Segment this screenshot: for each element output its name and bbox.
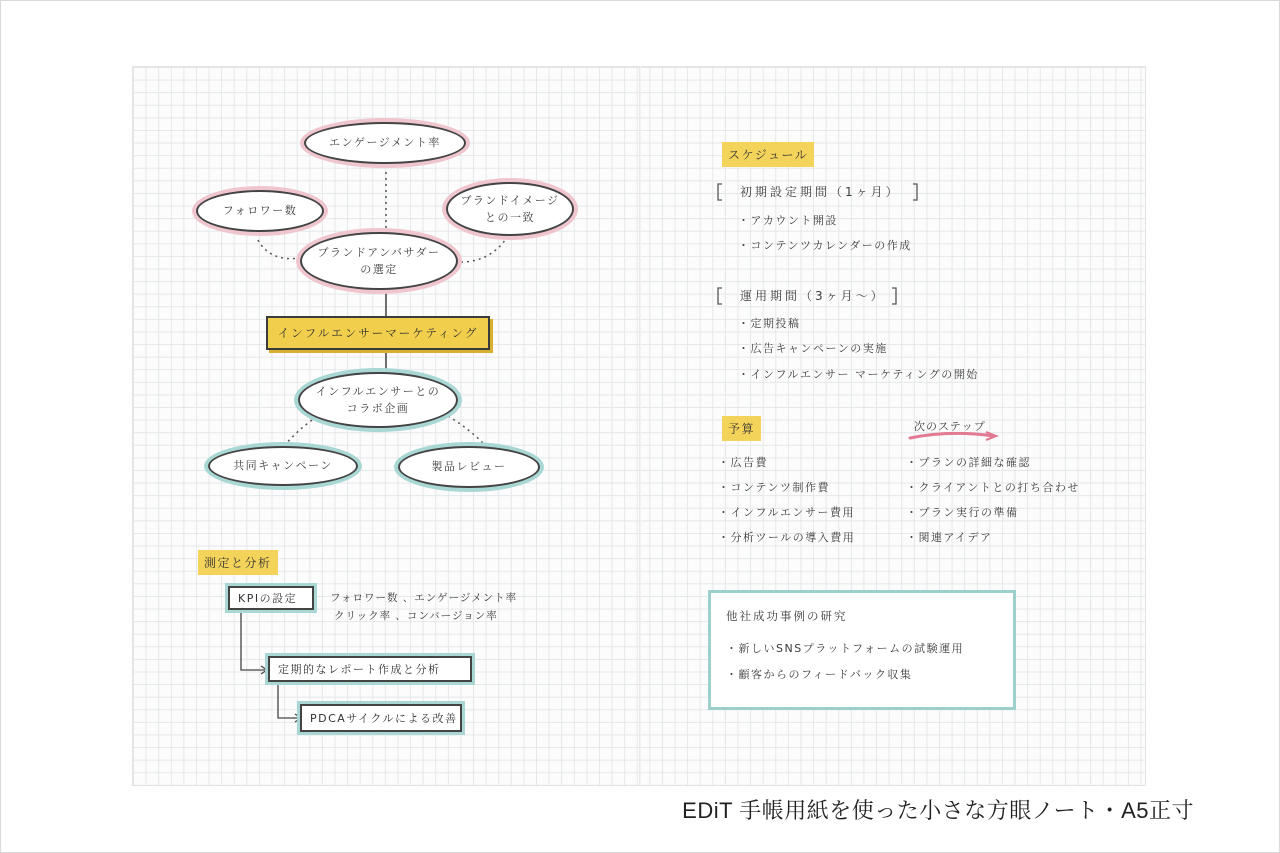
- schedule-phase2-item-2: 広告キャンペーンの実施: [750, 342, 888, 355]
- schedule-phase2-item-3: インフルエンサー マーケティングの開始: [750, 368, 979, 381]
- research-item-2: 顧客からのフィードバック収集: [738, 668, 913, 681]
- next-steps-item-2: クライアントとの打ち合わせ: [918, 481, 1080, 494]
- schedule-phase1-item: ・コンテンツカレンダーの作成: [738, 239, 912, 252]
- budget-heading: [722, 416, 761, 441]
- node-joint-campaign: [208, 446, 358, 486]
- node-brand-ambassador-label-1: ブランドアンバサダー: [317, 245, 441, 259]
- schedule-phase2-item: ・定期投稿: [738, 317, 801, 330]
- schedule-phase1-item-2: コンテンツカレンダーの作成: [750, 239, 912, 252]
- banner-label: インフルエンサーマーケティング: [277, 326, 479, 340]
- measurement-heading: [198, 550, 278, 575]
- schedule-phase2-item-1: 定期投稿: [750, 317, 801, 330]
- node-brand-ambassador-label-2: の選定: [360, 263, 398, 276]
- report-label: 定期的なレポート作成と分析: [278, 663, 441, 676]
- budget-item-4: 分析ツールの導入費用: [730, 531, 856, 544]
- research-heading: 他社成功事例の研究: [726, 609, 848, 623]
- node-brand-image-label-1: ブランドイメージ: [460, 193, 560, 207]
- node-collab-label-1: インフルエンサーとの: [315, 384, 441, 398]
- budget-item-2: コンテンツ制作費: [730, 481, 830, 494]
- dotted-connector-right: [455, 236, 508, 262]
- dotted-connector-left: [258, 240, 300, 259]
- next-steps-item: ・関連アイデア: [906, 531, 993, 544]
- node-brand-image-label-2: との一致: [485, 211, 535, 224]
- arrow-kpi-report: [241, 610, 266, 670]
- node-follower-count-label: フォロワー数: [222, 204, 298, 218]
- schedule-phase1-item: ・アカウント開設: [738, 214, 838, 227]
- schedule-heading-label: スケジュール: [728, 148, 809, 162]
- budget-item: ・コンテンツ制作費: [718, 481, 830, 494]
- schedule-phase2-item: ・広告キャンペーンの実施: [738, 342, 888, 355]
- node-influencer-collab: [298, 372, 458, 428]
- research-item: ・新しいSNSプラットフォームの試験運用: [726, 642, 965, 655]
- next-steps-item: ・クライアントとの打ち合わせ: [906, 481, 1080, 494]
- pdca-box: [300, 704, 462, 732]
- schedule-phase2-title: 運用期間（3ヶ月〜）: [740, 289, 886, 303]
- pdca-label: PDCAサイクルによる改善: [310, 712, 458, 725]
- next-steps-item-4: 関連アイデア: [918, 531, 993, 544]
- next-steps-underline: [910, 433, 994, 438]
- kpi-label: KPIの設定: [238, 592, 298, 605]
- next-steps-item-1: プランの詳細な確認: [918, 456, 1031, 469]
- node-engagement-rate: [304, 122, 466, 164]
- photo-caption: EDiT 手帳用紙を使った小さな方眼ノート・A5正寸: [682, 798, 1194, 823]
- node-joint-campaign-label: 共同キャンペーン: [233, 459, 333, 473]
- next-steps-item: ・プラン実行の準備: [906, 506, 1019, 519]
- node-product-review: [398, 446, 540, 488]
- budget-heading-label: 予算: [728, 422, 756, 436]
- next-steps-item-3: プラン実行の準備: [918, 506, 1019, 519]
- schedule-phase2-item: ・インフルエンサー マーケティングの開始: [738, 368, 979, 381]
- next-steps-heading: 次のステップ: [914, 420, 986, 433]
- node-product-review-label: 製品レビュー: [431, 460, 507, 474]
- node-engagement-rate-label: エンゲージメント率: [329, 136, 441, 150]
- budget-item: ・広告費: [718, 456, 768, 469]
- next-steps-item: ・プランの詳細な確認: [906, 456, 1031, 469]
- dotted-connector-review: [448, 416, 484, 444]
- kpi-box: [228, 586, 314, 610]
- budget-item: ・インフルエンサー費用: [718, 506, 856, 519]
- node-brand-image: [446, 182, 574, 236]
- budget-item-3: インフルエンサー費用: [730, 506, 856, 519]
- schedule-phase1-item-1: アカウント開設: [750, 214, 838, 227]
- measurement-heading-label: 測定と分析: [204, 556, 272, 570]
- budget-item: ・分析ツールの導入費用: [718, 531, 856, 544]
- schedule-heading: [722, 142, 814, 167]
- kpi-note-2: クリック率 、コンバージョン率: [334, 610, 498, 622]
- node-collab-label-2: コラボ企画: [346, 402, 410, 415]
- budget-item-1: 広告費: [730, 456, 768, 469]
- report-box: [268, 656, 472, 682]
- dotted-connector-joint: [284, 420, 312, 446]
- kpi-note-1: フォロワー数 、エンゲージメント率: [330, 592, 518, 604]
- arrow-report-pdca: [278, 684, 300, 718]
- research-item: ・顧客からのフィードバック収集: [726, 668, 913, 681]
- node-follower-count: [196, 190, 324, 232]
- research-item-1: 新しいSNSプラットフォームの試験運用: [738, 642, 965, 655]
- influencer-marketing-banner: [266, 316, 490, 350]
- node-brand-ambassador: [300, 232, 458, 290]
- schedule-phase1-title: 初期設定期間（1ヶ月）: [740, 185, 901, 199]
